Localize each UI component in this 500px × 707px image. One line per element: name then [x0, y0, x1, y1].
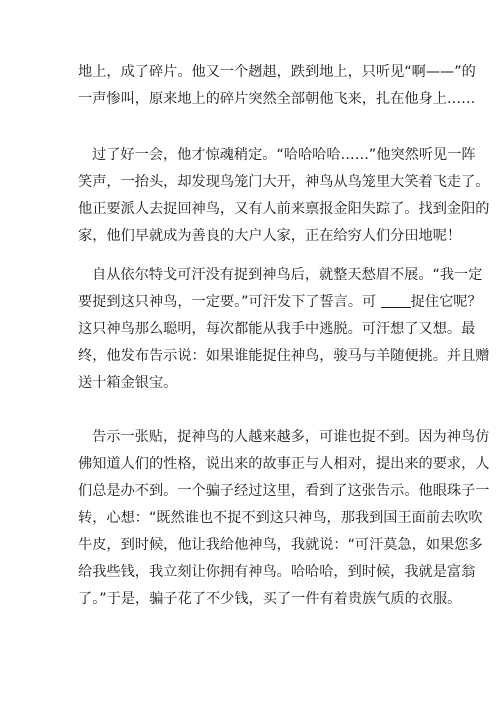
text-line: 了。”于是，骗子花了不少钱，买了一件有着贵族气质的衣服。: [78, 591, 462, 607]
text-line: 他正要派人去捉回神鸟，又有人前来禀报金阳失踪了。找到金阳的: [78, 201, 490, 217]
paragraph-3: [78, 262, 490, 397]
fill-in-blank: [381, 291, 411, 308]
text-line: 终，他发布告示说：如果谁能捉住神鸟，骏马与羊随便挑。并且赠: [78, 348, 490, 364]
text-line: 这只神鸟那么聪明，每次都能从我手中逃脱。可汗想了又想。最: [78, 321, 476, 337]
text-line: 笑声，一抬头，却发现鸟笼门大开，神鸟从鸟笼里大笑着飞走了。: [78, 174, 490, 190]
text-segment: 捉住它呢？: [410, 294, 482, 310]
text-line: 自从依尔特戈可汗没有捉到神鸟后，就整天愁眉不展。“我一定: [92, 267, 483, 283]
paragraph-4: [78, 424, 490, 613]
text-line: 地上，成了碎片。他又一个趔趄，跌到地上，只听见“啊——”的: [78, 64, 476, 80]
text-line: 给我些钱，我立刻让你拥有神鸟。哈哈哈，到时候，我就是富翁: [78, 564, 476, 580]
text-line: 们总是办不到。一个骗子经过这里，看到了这张告示。他眼珠子一: [78, 483, 490, 499]
text-line: 牛皮，到时候，他让我给他神鸟，我就说：“可汗莫急，如果您多: [78, 537, 483, 553]
text-line: 佛知道人们的性格，说出来的故事正与人相对，提出来的要求，人: [78, 456, 490, 472]
paragraph-1: [78, 59, 476, 113]
text-line: 家，他们早就成为善良的大户人家，正在给穷人们分田地呢！: [78, 228, 462, 244]
text-line: 告示一张贴，捉神鸟的人越来越多，可谁也捉不到。因为神鸟仿: [92, 429, 490, 445]
paragraph-2: [78, 142, 490, 250]
text-line: [78, 289, 482, 316]
text-line: 转，心想：“既然谁也不捉不到这只神鸟，那我到国王面前去吹吹: [78, 510, 483, 526]
text-segment: 要捉到这只神鸟，一定要。”可汗发下了誓言。可: [78, 294, 377, 310]
text-line: 过了好一会，他才惊魂稍定。“哈哈哈哈……”他突然听见一阵: [92, 147, 476, 163]
text-line: 一声惨叫，原来地上的碎片突然全部朝他飞来，扎在他身上……: [78, 91, 476, 107]
text-line: 送十箱金银宝。: [78, 375, 178, 391]
